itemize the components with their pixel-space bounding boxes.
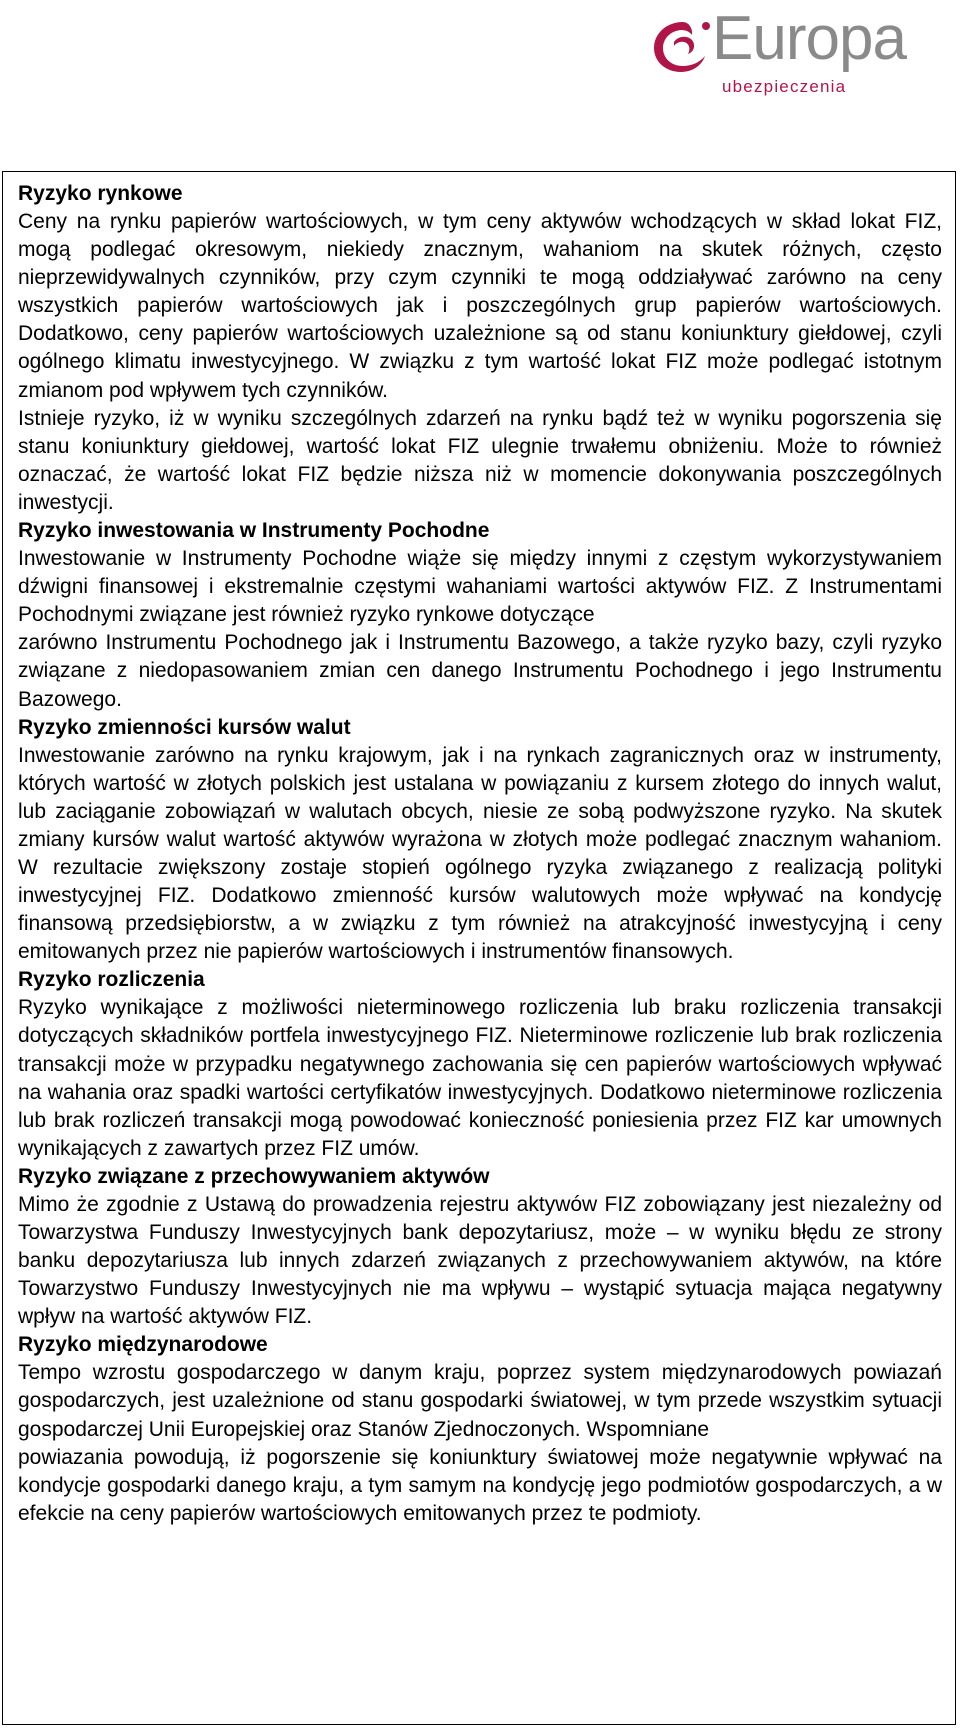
logo-wordmark: Europa [712, 4, 906, 73]
paragraph: Tempo wzrostu gospodarczego w danym kraju, poprzez system międzynarodowych powiazań gospodarczych, jest uzależnione od stanu gospodarki światowej, w tym przede wszystkim sytuacji gospodarczej Unii Europejskiej oraz Stanów Zjednoczonych. Wspomniane [18, 1361, 942, 1441]
section-settlement-risk [18, 966, 942, 1163]
section-heading: Ryzyko rozliczenia [18, 968, 205, 992]
swirl-logo-icon [652, 18, 714, 76]
section-derivatives-risk [18, 517, 942, 714]
section-heading: Ryzyko inwestowania w Instrumenty Pochodne [18, 519, 490, 543]
section-heading: Ryzyko zmienności kursów walut [18, 715, 351, 739]
section-heading: Ryzyko międzynarodowe [18, 1333, 268, 1357]
europa-logo [650, 4, 950, 96]
paragraph: Istnieje ryzyko, iż w wyniku szczególnych zdarzeń na rynku bądź też w wyniku pogorszenia się stanu koniunktury giełdowej, wartość lokat FIZ ulegnie trwałemu obniżeniu. Może to również oznaczać, że wartość lokat FIZ będzie niższa niż w momencie dokonywania poszczególnych inwestycji. [18, 406, 942, 514]
document-body [18, 180, 942, 1528]
paragraph: Inwestowanie w Instrumenty Pochodne wiąże się między innymi z częstym wykorzystywaniem dźwigni finansowej i ekstremalnie częstymi wahaniami wartości aktywów FIZ. Z Instrumentami Pochodnymi związane jest również ryzyko rynkowe dotyczące [18, 547, 942, 627]
paragraph: Mimo że zgodnie z Ustawą do prowadzenia rejestru aktywów FIZ zobowiązany jest niezależny od Towarzystwa Funduszy Inwestycyjnych bank depozytariusz, może – w wyniku błędu ze strony banku depozytariusza lub innych zdarzeń związanych z przechowywaniem aktywów, na które Towarzystwo Funduszy Inwestycyjnych nie ma wpływu – wystąpić sytuacja mająca negatywny wpływ na wartość aktywów FIZ. [18, 1192, 942, 1329]
paragraph: Ceny na rynku papierów wartościowych, w tym ceny aktywów wchodzących w skład lokat FIZ, mogą podlegać okresowym, niekiedy znacznym, wahaniom na skutek różnych, często nieprzewidywalnych czynników, przy czym czynniki te mogą oddziaływać zarówno na ceny wszystkich papierów wartościowych jak i poszczególnych grup papierów wartościowych. Dodatkowo, ceny papierów wartościowych uzależnione są od stanu koniunktury giełdowej, czyli ogólnego klimatu inwestycyjnego. W związku z tym wartość lokat FIZ może podlegać istotnym zmianom pod wpływem tych czynników. [18, 210, 942, 402]
section-custody-risk [18, 1163, 942, 1331]
logo-subtitle: ubezpieczenia [722, 77, 847, 96]
paragraph: powiazania powodują, iż pogorszenie się koniunktury światowej może negatywnie wpływać na kondycje gospodarki danego kraju, a tym samym na kondycję jego podmiotów gospodarczych, a w efekcie na ceny papierów wartościowych emitowanych przez te podmioty. [18, 1445, 942, 1525]
section-international-risk [18, 1331, 942, 1528]
paragraph: Inwestowanie zarówno na rynku krajowym, jak i na rynkach zagranicznych oraz w instrumenty, których wartość w złotych polskich jest ustalana w powiązaniu z kursem złotego do innych walut, lub zaciąganie zobowiązań w walutach obcych, niesie ze sobą podwyższone ryzyko. Na skutek zmiany kursów walut wartość aktywów wyrażona w złotych może podlegać znacznym wahaniom. W rezultacie zwiększony zostaje stopień ogólnego ryzyka związanego z realizacją polityki inwestycyjnej FIZ. Dodatkowo zmienność kursów walutowych może wpływać na kondycję finansową przedsiębiorstw, a w związku z tym również na atrakcyjność inwestycyjną i ceny emitowanych przez nie papierów wartościowych i instrumentów finansowych. [18, 743, 942, 964]
paragraph: zarówno Instrumentu Pochodnego jak i Instrumentu Bazowego, a także ryzyko bazy, czyli ryzyko związane z niedopasowaniem zmian cen danego Instrumentu Pochodnego i jego Instrumentu Bazowego. [18, 631, 942, 711]
section-market-risk [18, 180, 942, 517]
section-heading: Ryzyko rynkowe [18, 182, 183, 205]
section-currency-risk [18, 714, 942, 967]
paragraph: Ryzyko wynikające z możliwości nieterminowego rozliczenia lub braku rozliczenia transakcji dotyczących składników portfela inwestycyjnego FIZ. Nieterminowe rozliczenie lub brak rozliczenia transakcji może w przypadku negatywnego zachowania się cen papierów wartościowych wpływać na wahania oraz spadki wartości certyfikatów inwestycyjnych. Dodatkowo nieterminowe rozliczenia lub brak rozliczeń transakcji mogą powodować konieczność poniesienia przez FIZ kar umownych wynikających z zawartych przez FIZ umów. [18, 996, 942, 1160]
section-heading: Ryzyko związane z przechowywaniem aktywów [18, 1164, 490, 1188]
